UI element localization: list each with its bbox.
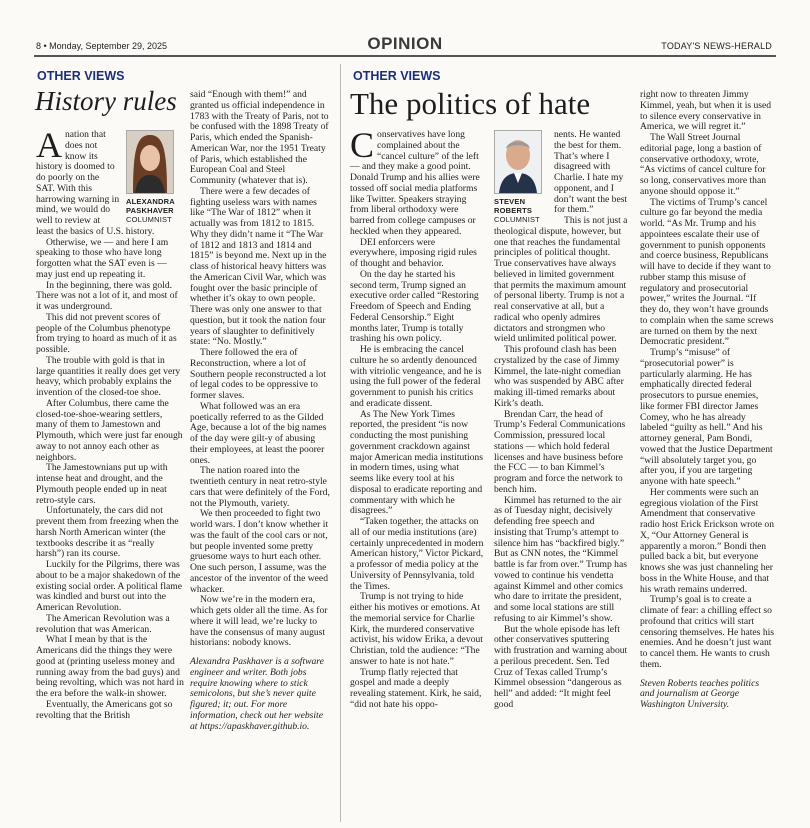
left-paragraph: Now we’re in the modern era, which gets older all the time. As for where it will lead, we’re lucky to have the consensus of many august historians: nobody knows. [190, 594, 328, 649]
left-paragraph: In the beginning, there was gold. There was not a lot of it, and most of it was underground. [36, 279, 178, 312]
left-paragraph: Unfortunately, the cars did not prevent them from freezing when the harsh North American winter (the textbooks describe it as “really harsh”) ran its course. [36, 505, 179, 560]
right-paragraph: The victims of Trump’s cancel culture go far beyond the media world. “As Mr. Trump and his appointees escalate their use of government to punish opponents and coerce business, Republicans will have to decide if they want to rubber stamp this misuse of regulatory and prosecutorial power,” writes the Journal. “If they do, they won’t have grounds to complain when the same screws are turned on them by the next Democratic president.” [640, 196, 774, 348]
right-signoff: Steven Roberts teaches politics and journalism at George Washington University. [640, 677, 760, 710]
right-paragraph: This profound clash has been crystalized by the case of Jimmy Kimmel, the late-night comedian who was suspended by ABC after making ill-timed remarks about Kirk’s death. [494, 344, 624, 409]
right-paragraph: Trump flatly rejected that gospel and made a deeply revealing statement. Kirk, he said, “did not hate his oppo- [350, 666, 482, 710]
right-paragraph: “Taken together, the attacks on all of our media institutions (are) certainly unprecedented in modern American history,” Victor Pickard, a professor of media policy at the University of Pennsylvania, told the Times. [350, 516, 484, 592]
author-role: COLUMNIST [126, 215, 172, 224]
author-last-name: PASKHAVER [126, 206, 174, 215]
right-byline [494, 130, 548, 224]
left-paragraph: This did not prevent scores of people of the Columbus phenotype from trying to hoard as much of it as possible. [36, 311, 177, 355]
left-paragraph: Otherwise, we — and here I am speaking to those who have long forgotten what the SAT even is — may just end up repeating it. [36, 236, 169, 280]
right-paragraph: DEI enforcers were everywhere, imposing rigid rules of thought and behavior. [350, 236, 477, 269]
section-title: OPINION [367, 34, 443, 53]
right-paragraph: right now to threaten Jimmy Kimmel, yeah, but when it is used to silence every conservative in America, we will regret it.” [640, 89, 772, 133]
left-paragraph: The trouble with gold is that in large quantities it really does get very heavy, which probably explains the invention of the closed-toe shoe. [36, 354, 181, 398]
left-paragraph: Luckily for the Pilgrims, there was about to be a major shakedown of the existing social order. A political flame was kindled and burst out into the American Revolution. [36, 559, 183, 613]
page-date-line: 8 • Monday, September 29, 2025 [36, 41, 168, 51]
author-last-name: ROBERTS [494, 206, 533, 215]
right-paragraph: nents. He wanted the best for them. That’s where I disagreed with Charlie. I hate my opponent, and I don’t want the best for them.” [554, 129, 628, 216]
right-paragraph: But the whole episode has left other conservatives sputtering with frustration and warning about a perilous precedent. Sen. Ted Cruz of Texas called Trump’s Kimmel obsession “dangerous as hell” and added: “It might feel good [494, 623, 628, 710]
left-headline: History rules [35, 86, 177, 116]
left-paragraph: The nation roared into the twentieth century in neat retro-style cars that were definitely of the Ford, not the Plymouth, variety. [190, 465, 330, 509]
publication-name: TODAY'S NEWS-HERALD [661, 41, 772, 51]
author-photo [494, 130, 542, 194]
left-paragraph: We then proceeded to fight two world wars. I don’t know whether it was the fault of the cool cars or not, but people invented some pretty gruesome ways to hurt each other. One such person, I assume, was the ancestor of the inventor of the weed whacker. [190, 508, 329, 595]
author-first-name: ALEXANDRA [126, 197, 175, 206]
author-photo [126, 130, 174, 194]
right-headline: The politics of hate [350, 86, 591, 121]
author-portrait-icon [495, 131, 541, 193]
author-role: COLUMNIST [494, 215, 540, 224]
left-paragraph: What followed was an era poetically referred to as the Gilded Age, because a lot of the big names of the day were gilt-y of abusing their employees, at least the poorer ones. [190, 400, 327, 466]
right-paragraph: Trump’s goal is to create a climate of fear: a chilling effect so profound that critics will start censoring themselves. He hates his enemies. And he doesn’t just want to cancel them. He wants to crush them. [640, 594, 775, 670]
left-paragraph: said “Enough with them!” and granted us official independence in 1783 with the Treaty of Paris, not to be confused with the 1898 Treaty of Paris, which ended the Spanish-American War, nor the 1951 Treaty of Paris, which established the European Coal and Steel Community (whatever that is). [190, 89, 329, 186]
left-paragraph: There followed the era of Reconstruction, where a lot of Southern people reconstructed a lot of legal codes to be oppressive to former slaves. [190, 347, 326, 401]
right-paragraph-1: Conservatives have long complained about the “cancel culture” of the left — and they make a good point. Donald Trump and his allies were tossed off social media platforms like Twitter. Speakers straying from liberal orthodoxy were barred from college campuses or heckled when they appeared. [350, 125, 480, 237]
left-paragraph-1: Anation that does not know its history is doomed to do poorly on the SAT. With this harrowing warning in mind, we would do well to review at least the basics of U.S. history. [36, 125, 155, 237]
right-kicker: OTHER VIEWS [353, 69, 441, 83]
left-byline [126, 130, 184, 224]
right-column-3 [640, 90, 774, 711]
left-paragraph: After Columbus, there came the closed-toe-shoe-wearing settlers, many of them to Jamestown and Plymouth, which were just far enough away to not annoy each other as neighbors. [36, 397, 183, 463]
right-paragraph: Trump’s “misuse” of “prosecutorial power” is particularly alarming. He has emphatically directed federal prosecutors to pursue enemies, like former FBI director James Comey, who he has already labeled “guilty as hell.” And his attorney general, Pam Bondi, vowed that the Justice Department “will absolutely target you, go after you, if you are targeting anyone with hate speech.” [640, 347, 773, 487]
right-paragraph: He is embracing the cancel culture he so ardently denounced with vitriolic vengeance, and he is using the full power of the federal government to punish his critics and eradicate dissent. [350, 344, 482, 409]
right-paragraph: Kimmel has returned to the air as of Tuesday night, decisively defending free speech and insisting that Trump’s attempt to silence him has “backfired bigly.” But as CNN notes, the “Kimmel battle is far from over.” Trump has vowed to continue his vendetta against Kimmel and other comics who dare to irritate the president, and some local stations are still refusing to air Kimmel’s show. [494, 494, 627, 624]
right-paragraph: This is not just a theological dispute, however, but one that reaches the fundamental principles of political thought. True conservatives have always believed in limited government that permits the maximum amount of personal liberty. Trump is not a real conservative at all, but a radical who openly admires dictators and strongmen who wield unlimited political power. [494, 215, 628, 345]
left-signoff: Alexandra Paskhaver is a software engineer and writer. Both jobs require knowing where to stick semicolons, but she’s never quite figured; it; out. For more information, check out her website at https://apaskhaver.github.io. [190, 656, 324, 732]
masthead-rule [34, 55, 776, 57]
right-column-1 [350, 125, 484, 711]
right-paragraph: The Wall Street Journal editorial page, long a bastion of conservative orthodoxy, wrote, “As victims of cancel culture for so long, conservatives more than anyone should oppose it.” [640, 132, 767, 197]
right-paragraph: On the day he started his second term, Trump signed an executive order called “Restoring Freedom of Speech and Ending Federal Censorship.” Eight months later, Trump is totally trashing his own policy. [350, 268, 479, 345]
right-paragraph: Her comments were such an egregious violation of the First Amendment that conservative radio host Erick Erickson wrote on X, “Our Attorney General is apparently a moron.” Bondi then pulled back a bit, but everyone knows she was just channeling her boss in the White House, and that his wrath remains underred. [640, 486, 775, 595]
dropcap: C [350, 125, 375, 165]
right-column-2 [494, 130, 628, 711]
author-first-name: STEVEN [494, 197, 526, 206]
left-column-1 [36, 125, 184, 721]
right-paragraph: Trump is not trying to hide either his motives or emotions. At the memorial service for Charlie Kirk, the murdered conservative activist, his widow Erika, a devout Christian, told the audience: “The answer to hate is not hate.” [350, 591, 483, 667]
dropcap: A [36, 125, 62, 165]
left-paragraph: Eventually, the Americans got so revolting that the British [36, 698, 173, 721]
left-paragraph: There were a few decades of fighting useless wars with names like “The War of 1812” when it actually was from 1812 to 1815. Why they didn’t name it “The War of 1812 and 1813 and 1814 and 1815” is beyond me. Next up in the class of historical heavy hitters was the American Civil War, which was fought over the basic principle of whether it’s okay to own people. There was only one answer to that question, but it took the nation four years of slaughter to definitively state: “No. Mostly.” [190, 185, 327, 348]
right-paragraph: Brendan Carr, the head of Trump’s Federal Communications Commission, pressured local stations — which hold federal licenses and have business before the FCC — to ban Kimmel’s program and force the network to bench him. [494, 408, 626, 495]
left-paragraph: The American Revolution was a revolution that was American. [36, 612, 170, 635]
left-kicker: OTHER VIEWS [37, 69, 125, 83]
author-portrait-icon [127, 131, 173, 193]
right-paragraph: As The New York Times reported, the president “is now conducting the most punishing government crackdown against major American media institutions in modern times, using what seems like every tool at his disposal to eradicate reporting and commentary with which he disagrees.” [350, 408, 483, 517]
article-divider [340, 64, 341, 822]
left-paragraph: What I mean by that is the Americans did the things they were good at (printing useless money and running away from the bad guys) and being revolting, which was not hard in the era before the walk-in shower. [36, 634, 184, 699]
left-column-2 [190, 90, 330, 732]
left-paragraph: The Jamestownians put up with intense heat and drought, and the Plymouth people ended up in neat retro-style cars. [36, 462, 168, 506]
